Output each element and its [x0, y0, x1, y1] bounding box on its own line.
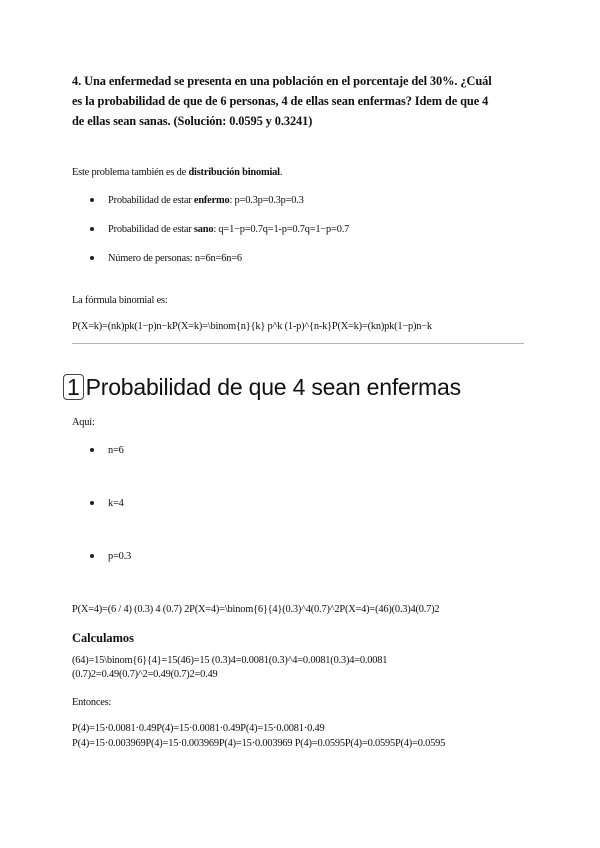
aqui-label: Aquí: [72, 417, 95, 428]
list-item: Probabilidad de estar sano: q=1−p=0.7q=1-p=0.7q=1−p=0.7 [90, 223, 331, 236]
probability-formula: P(X=4)=(6 / 4) (0.3) 4 (0.7) 2P(X=4)=\binom{6}{4}(0.3)^4(0.7)^2P(X=4)=(46)(0.3)4(0.7)2 [72, 604, 440, 615]
problem-statement [72, 71, 532, 131]
intro-bold: distribución binomial [188, 167, 280, 178]
intro-paragraph: Este problema también es de distribución binomial. [72, 167, 283, 178]
horizontal-divider [72, 343, 524, 344]
calc-heading: Calculamos [72, 631, 134, 645]
problem-line: 4. Una enfermedad se presenta en una población en el porcentaje del 30%. ¿Cuál [72, 74, 492, 88]
section-title: Probabilidad de que 4 sean enfermas [85, 374, 461, 400]
calc-line: (0.7)2=0.49(0.7)^2=0.49(0.7)2=0.49 [72, 669, 218, 680]
list-item: Número de personas: n=6n=6n=6 [90, 252, 224, 265]
list-item: k=4 [90, 497, 106, 510]
problem-line: de ellas sean sanas. (Solución: 0.0595 y 0.3241) [72, 114, 313, 128]
result-line: P(4)=15⋅0.0081⋅0.49P(4)=15·0.0081·0.49P(4)=15⋅0.0081⋅0.49 [72, 723, 325, 734]
list-item: p=0.3 [90, 550, 113, 563]
formula-label: La fórmula binomial es: [72, 295, 168, 306]
calc-line: (64)=15\binom{6}{4}=15(46)=15 (0.3)4=0.0081(0.3)^4=0.0081(0.3)4=0.0081 [72, 655, 388, 666]
result-line: P(4)=15⋅0.003969P(4)=15·0.003969P(4)=15⋅0.003969 P(4)=0.0595P(4)=0.0595P(4)=0.0595 [72, 738, 446, 749]
section-number: 1 [63, 374, 84, 400]
entonces-label: Entonces: [72, 697, 112, 708]
list-item: Probabilidad de estar enfermo: p=0.3p=0.3p=0.3 [90, 194, 286, 207]
list-item: n=6 [90, 444, 106, 457]
problem-line: es la probabilidad de que de 6 personas, 4 de ellas sean enfermas? Idem de que 4 [72, 94, 489, 108]
section-heading [63, 372, 461, 402]
binomial-formula: P(X=k)=(nk)pk(1−p)n−kP(X=k)=\binom{n}{k} p^k (1-p)^{n-k}P(X=k)=(kn)pk(1−p)n−k [72, 321, 432, 332]
